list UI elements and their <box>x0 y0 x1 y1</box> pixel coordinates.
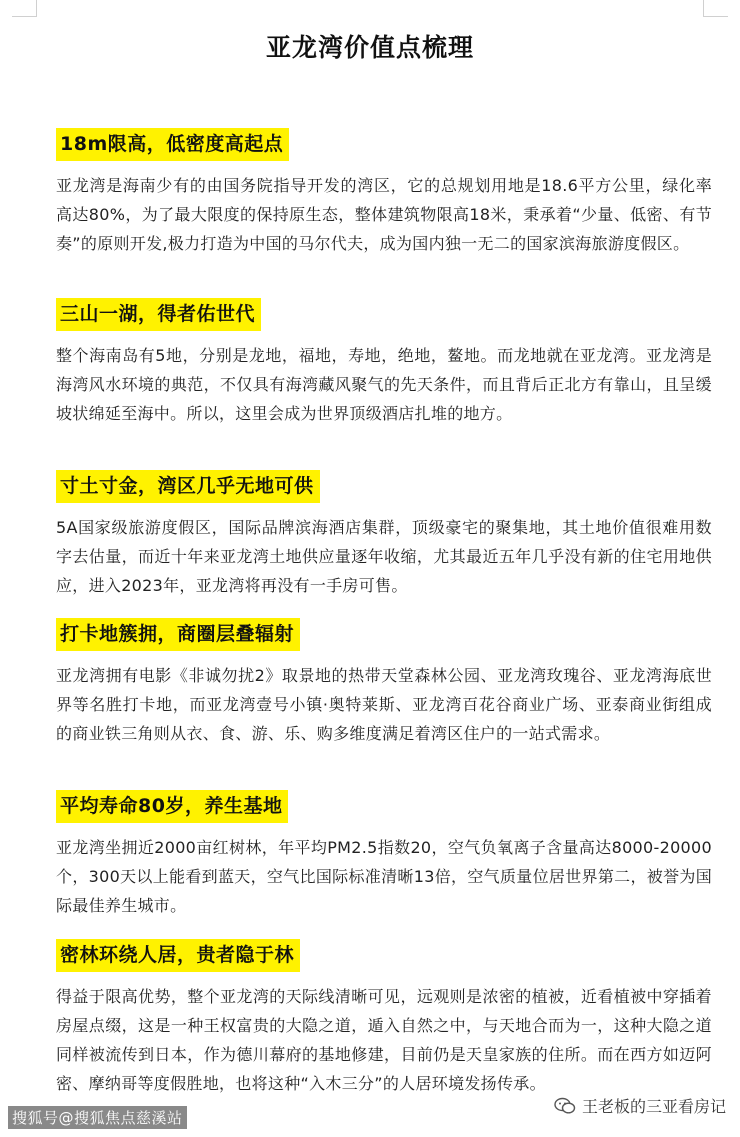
section-heading: 打卡地簇拥，商圈层叠辐射 <box>56 618 300 651</box>
section-body: 亚龙湾是海南少有的由国务院指导开发的湾区，它的总规划用地是18.6平方公里，绿化率高达80%，为了最大限度的保持原生态，整体建筑物限高18米，秉承着“少量、低密、有节奏”的原则开发,极力打造为中国的马尔代夫，成为国内独一无二的国家滨海旅游度假区。 <box>56 176 712 253</box>
section-6 <box>56 939 712 1098</box>
section-heading: 寸土寸金，湾区几乎无地可供 <box>56 470 320 503</box>
author-watermark <box>554 1094 726 1117</box>
section-body: 亚龙湾坐拥近2000亩红树林，年平均PM2.5指数20，空气负氧离子含量高达8000-20000个，300天以上能看到蓝天，空气比国际标准清晰13倍，空气质量位居世界第二，被誉为国际最佳养生城市。 <box>56 838 712 915</box>
source-watermark: 搜狐号@搜狐焦点慈溪站 <box>8 1106 187 1129</box>
section-heading: 18m限高，低密度高起点 <box>56 128 289 161</box>
section-2 <box>56 298 712 428</box>
section-body: 亚龙湾拥有电影《非诚勿扰2》取景地的热带天堂森林公园、亚龙湾玫瑰谷、亚龙湾海底世界等名胜打卡地，而亚龙湾壹号小镇·奥特莱斯、亚龙湾百花谷商业广场、亚泰商业街组成的商业铁三角则从衣、食、游、乐、购多维度满足着湾区住户的一站式需求。 <box>56 666 712 743</box>
section-heading: 三山一湖，得者佑世代 <box>56 298 261 331</box>
author-watermark-text: 王老板的三亚看房记 <box>581 1097 726 1116</box>
corner-mark-left <box>12 0 37 17</box>
section-1 <box>56 128 712 258</box>
section-body: 5A国家级旅游度假区，国际品牌滨海酒店集群，顶级豪宅的聚集地，其土地价值很难用数字去估量，而近十年来亚龙湾土地供应量逐年收缩，尤其最近五年几乎没有新的住宅用地供应，进入2023年，亚龙湾将再没有一手房可售。 <box>56 518 712 595</box>
section-4 <box>56 618 712 748</box>
section-heading: 平均寿命80岁，养生基地 <box>56 790 288 823</box>
section-body: 得益于限高优势，整个亚龙湾的天际线清晰可见，远观则是浓密的植被，近看植被中穿插着房屋点缀，这是一种王权富贵的大隐之道，遁入自然之中，与天地合而为一，这种大隐之道同样被流传到日本，作为德川幕府的基地修建，目前仍是天皇家族的住所。而在西方如迈阿密、摩纳哥等度假胜地，也将这种“入木三分”的人居环境发扬传承。 <box>56 987 712 1093</box>
section-heading: 密林环绕人居，贵者隐于林 <box>56 939 300 972</box>
section-body: 整个海南岛有5地，分别是龙地，福地，寿地，绝地，鳌地。而龙地就在亚龙湾。亚龙湾是海湾风水环境的典范，不仅具有海湾藏风聚气的先天条件，而且背后正北方有靠山，且呈缓坡状绵延至海中。所以，这里会成为世界顶级酒店扎堆的地方。 <box>56 346 712 423</box>
corner-mark-right <box>703 0 728 17</box>
section-3 <box>56 470 712 600</box>
page-title: 亚龙湾价值点梳理 <box>265 33 474 62</box>
wechat-icon <box>554 1097 576 1115</box>
section-5 <box>56 790 712 920</box>
